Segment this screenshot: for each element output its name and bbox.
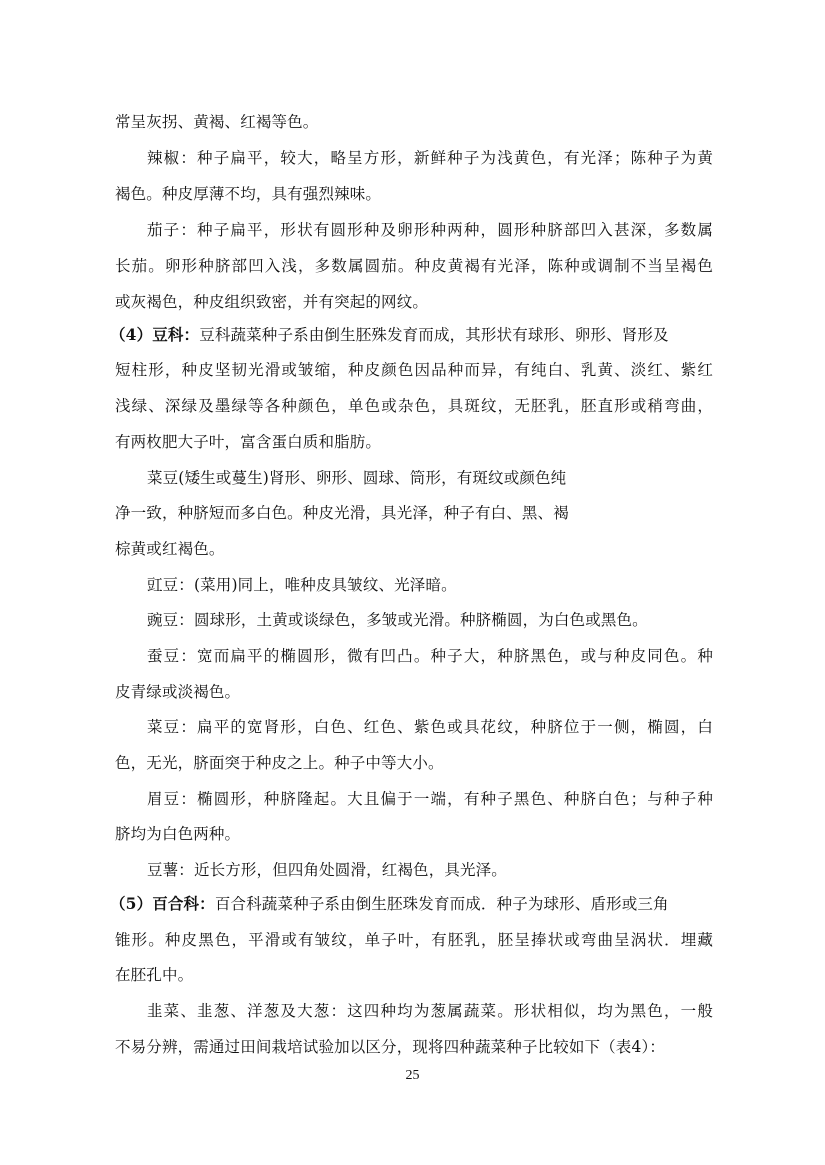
paragraph-line: 净一致，种脐短而多白色。种皮光滑，具光泽，种子有白、黑、褐	[115, 504, 569, 522]
paragraph-line: 百合科蔬菜种子系由倒生胚珠发育而成．种子为球形、盾形或三角	[214, 895, 669, 913]
paragraph-line: 菜豆(矮生或蔓生)肾形、卵形、圆球、筒形，有斑纹或颜色纯	[147, 469, 567, 487]
paragraph-line: 棕黄或红褐色。	[115, 540, 225, 558]
paragraph-line: 眉豆：椭圆形，种脐隆起。大且偏于一端，有种子黑色、种脐白色；与种子种	[147, 790, 713, 808]
paragraph-line: 长茄。卵形种脐部凹入浅，多数属圆茄。种皮黄褐有光泽，陈种或调制不当呈褐色	[115, 257, 713, 275]
page-number: 25	[405, 1068, 420, 1083]
section-heading-lily: （5）百合科：	[110, 894, 215, 913]
paragraph-line: 菜豆：扁平的宽肾形，白色、红色、紫色或具花纹，种脐位于一侧，椭圆，白	[147, 718, 713, 736]
paragraph-line: 韭菜、韭葱、洋葱及大葱：这四种均为葱属蔬菜。形状相似，均为黑色，一般	[147, 1002, 713, 1020]
paragraph-line: 脐均为白色两种。	[115, 825, 241, 843]
paragraph-line: 豇豆：(菜用)同上，唯种皮具皱纹、光泽暗。	[147, 576, 457, 594]
paragraph-line: 皮青绿或淡褐色。	[115, 683, 241, 701]
paragraph-line: 常呈灰拐、黄褐、红褐等色。	[115, 113, 319, 131]
paragraph-line: 辣椒：种子扁平，较大，略呈方形，新鲜种子为浅黄色，有光泽；陈种子为黄	[147, 149, 713, 167]
paragraph-line: 褐色。种皮厚薄不均，具有强烈辣味。	[115, 185, 382, 203]
paragraph-line: 或灰褐色，种皮组织致密，并有突起的网纹。	[115, 293, 429, 311]
paragraph-line: 有两枚肥大子叶，富含蛋白质和脂肪。	[115, 433, 382, 451]
section-heading-legume: （4）豆科：	[110, 325, 200, 344]
paragraph-line: 茄子：种子扁平，形状有圆形种及卵形种两种，圆形种脐部凹入甚深，多数属	[147, 221, 713, 239]
paragraph-line: 在胚孔中。	[115, 966, 194, 984]
paragraph-line: 豆科蔬菜种子系由倒生胚殊发育而成，其形状有球形、卵形、肾形及	[199, 326, 669, 344]
paragraph-line: 豆薯：近长方形，但四角处圆滑，红褐色，具光泽。	[147, 861, 507, 879]
paragraph-line: 浅绿、深绿及墨绿等各种颜色，单色或杂色，具斑纹，无胚乳，胚直形或稍弯曲，	[115, 397, 713, 415]
paragraph-line: 锥形。种皮黑色，平滑或有皱纹，单子叶，有胚乳，胚呈捧状或弯曲呈涡状．埋藏	[115, 931, 713, 949]
paragraph-line: 不易分辨，需通过田间栽培试验加以区分，现将四种蔬菜种子比较如下（表4）：	[115, 1038, 666, 1056]
paragraph-line: 蚕豆：宽而扁平的椭圆形，微有凹凸。种子大，种脐黑色，或与种皮同色。种	[147, 647, 713, 665]
paragraph-line: 豌豆：圆球形，土黄或谈绿色，多皱或光滑。种脐椭圆，为白色或黑色。	[147, 611, 648, 629]
paragraph-line: 色，无光，脐面突于种皮之上。种子中等大小。	[115, 754, 444, 772]
paragraph-line: 短柱形，种皮坚韧光滑或皱缩，种皮颜色因品种而异，有纯白、乳黄、淡红、紫红	[115, 361, 713, 379]
section-line-legume	[110, 325, 713, 345]
section-line-lily	[110, 894, 713, 914]
